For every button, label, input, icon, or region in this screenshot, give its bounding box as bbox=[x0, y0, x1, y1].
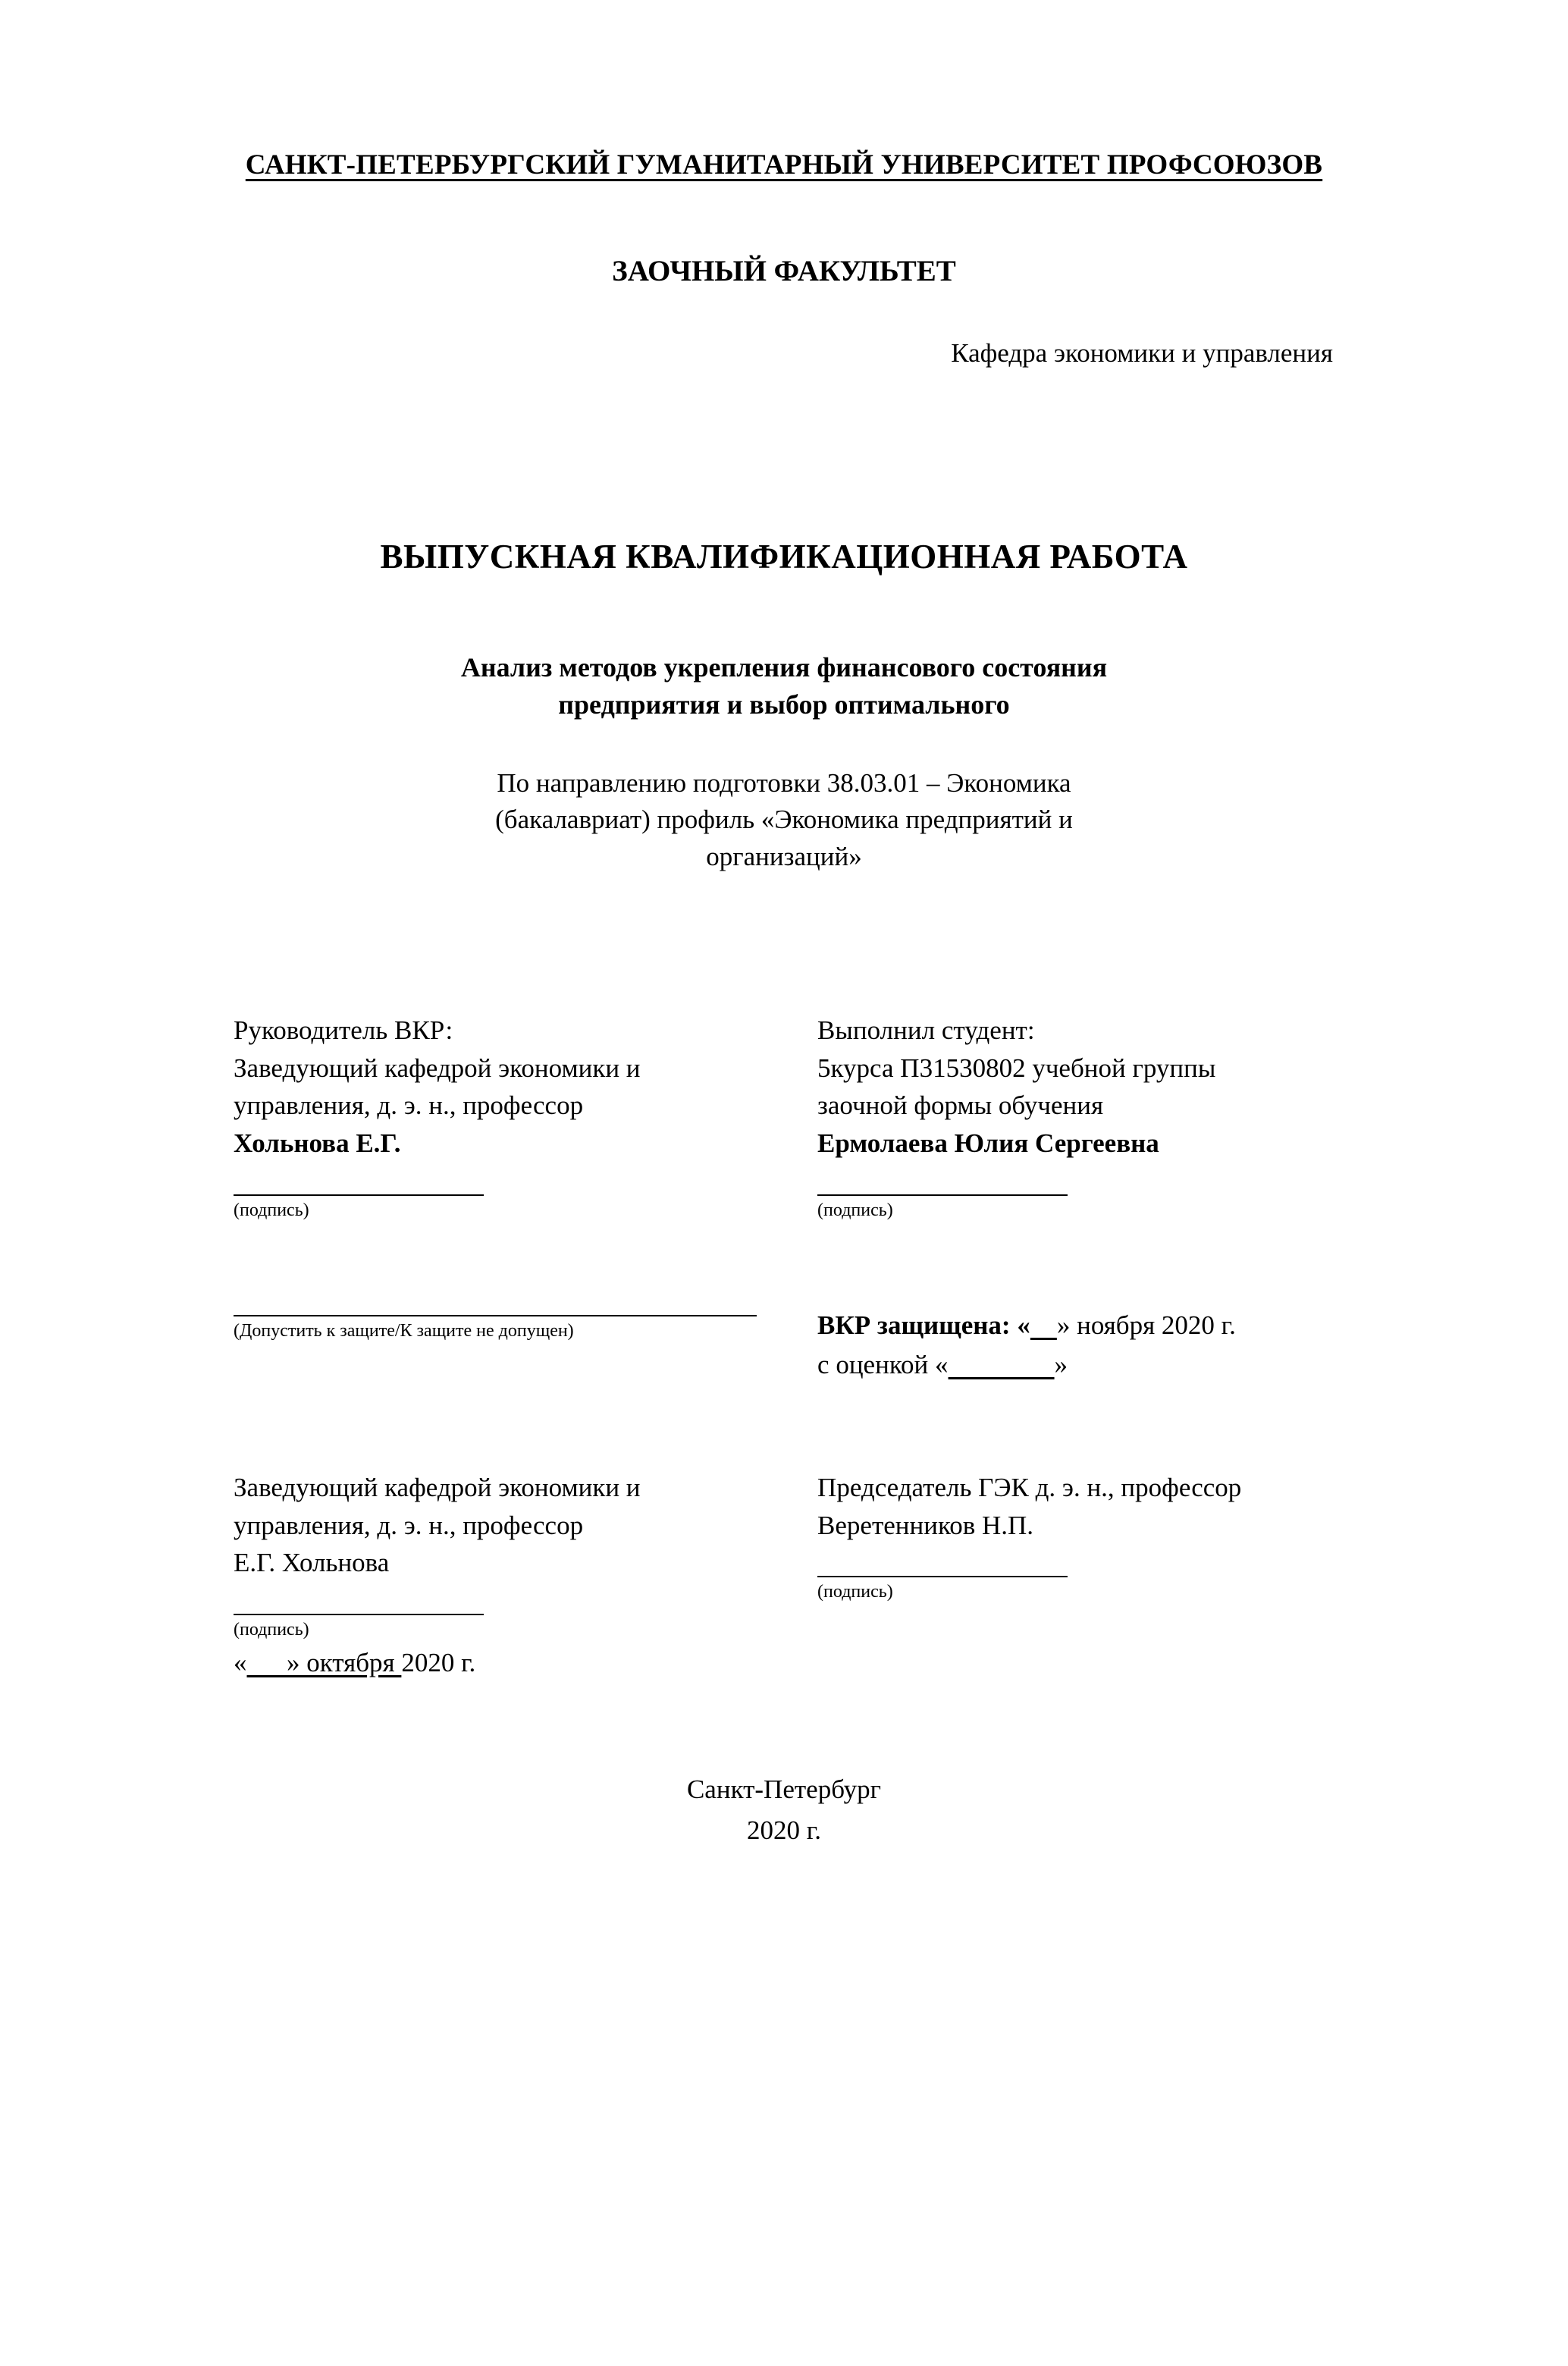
signature-block-1 bbox=[227, 1012, 1341, 1221]
head-signature-caption: (подпись) bbox=[234, 1619, 309, 1640]
page-footer bbox=[227, 1769, 1341, 1852]
student-signature-line bbox=[817, 1194, 1068, 1196]
thesis-title-line-2: предприятия и выбор оптимального bbox=[558, 689, 1010, 720]
student-group: 5курса П31530802 учебной группы bbox=[817, 1053, 1216, 1083]
department-name: Кафедра экономики и управления bbox=[951, 338, 1333, 368]
defense-grade-row bbox=[817, 1345, 1341, 1385]
supervisor-block bbox=[227, 1012, 757, 1221]
head-date-year: 2020 г. bbox=[401, 1647, 476, 1677]
gek-chair-name: Веретенников Н.П. bbox=[817, 1510, 1034, 1540]
defense-date-row bbox=[817, 1306, 1341, 1346]
head-date-blank bbox=[247, 1648, 287, 1677]
study-program-line-3: организаций» bbox=[706, 841, 862, 871]
gek-chair-block bbox=[802, 1469, 1341, 1678]
title-page bbox=[0, 149, 1568, 2366]
head-signature-line bbox=[234, 1614, 484, 1615]
head-of-department-block bbox=[227, 1469, 757, 1678]
supervisor-role: Руководитель ВКР: bbox=[234, 1015, 453, 1046]
supervisor-position-line-2: управления, д. э. н., профессор bbox=[234, 1090, 584, 1121]
defense-date-tail: » ноября 2020 г. bbox=[1056, 1310, 1236, 1340]
defense-block bbox=[802, 1306, 1341, 1385]
head-position-line-2: управления, д. э. н., профессор bbox=[234, 1510, 584, 1540]
university-name: САНКТ-ПЕТЕРБУРГСКИЙ ГУМАНИТАРНЫЙ УНИВЕРСИТЕТ ПРОФСОЮЗОВ bbox=[245, 149, 1323, 180]
student-block bbox=[802, 1012, 1341, 1221]
admission-line bbox=[234, 1315, 757, 1316]
head-name: Е.Г. Хольнова bbox=[234, 1548, 390, 1578]
footer-city: Санкт-Петербург bbox=[686, 1774, 882, 1804]
head-position-line-1: Заведующий кафедрой экономики и bbox=[234, 1472, 641, 1502]
head-date-month: » октября bbox=[287, 1647, 402, 1677]
admission-block bbox=[227, 1306, 757, 1385]
faculty-name: ЗАОЧНЫЙ ФАКУЛЬТЕТ bbox=[612, 255, 956, 287]
defense-grade-suffix: » bbox=[1054, 1350, 1068, 1380]
study-program-line-2: (бакалавриат) профиль «Экономика предприятий и bbox=[495, 805, 1073, 835]
footer-year: 2020 г. bbox=[747, 1815, 821, 1846]
study-program-line-1: По направлению подготовки 38.03.01 – Экономика bbox=[497, 768, 1071, 799]
head-date-row bbox=[234, 1648, 757, 1678]
student-role: Выполнил студент: bbox=[817, 1015, 1035, 1046]
defense-day-blank bbox=[1030, 1310, 1057, 1340]
study-program bbox=[227, 765, 1341, 875]
supervisor-position-line-1: Заведующий кафедрой экономики и bbox=[234, 1053, 641, 1083]
student-study-form: заочной формы обучения bbox=[817, 1090, 1104, 1121]
supervisor-name: Хольнова Е.Г. bbox=[234, 1128, 401, 1159]
gek-chair-signature-line bbox=[817, 1576, 1068, 1577]
signature-block-2 bbox=[227, 1306, 1341, 1385]
defense-grade-blank bbox=[949, 1350, 1055, 1379]
signature-block-3 bbox=[227, 1469, 1341, 1678]
document-type: ВЫПУСКНАЯ КВАЛИФИКАЦИОННАЯ РАБОТА bbox=[380, 538, 1188, 576]
supervisor-signature-line bbox=[234, 1194, 484, 1196]
student-signature-caption: (подпись) bbox=[817, 1200, 893, 1220]
supervisor-signature-caption: (подпись) bbox=[234, 1200, 309, 1220]
defense-grade-prefix: с оценкой « bbox=[817, 1350, 949, 1380]
thesis-title bbox=[227, 649, 1341, 723]
head-date-prefix: « bbox=[234, 1647, 247, 1677]
gek-chair-position: Председатель ГЭК д. э. н., профессор bbox=[817, 1472, 1242, 1502]
admission-caption: (Допустить к защите/К защите не допущен) bbox=[234, 1320, 574, 1341]
defense-label: ВКР защищена: « bbox=[817, 1310, 1030, 1340]
student-name: Ермолаева Юлия Сергеевна bbox=[817, 1128, 1159, 1159]
gek-chair-signature-caption: (подпись) bbox=[817, 1582, 893, 1602]
thesis-title-line-1: Анализ методов укрепления финансового состояния bbox=[460, 652, 1108, 682]
